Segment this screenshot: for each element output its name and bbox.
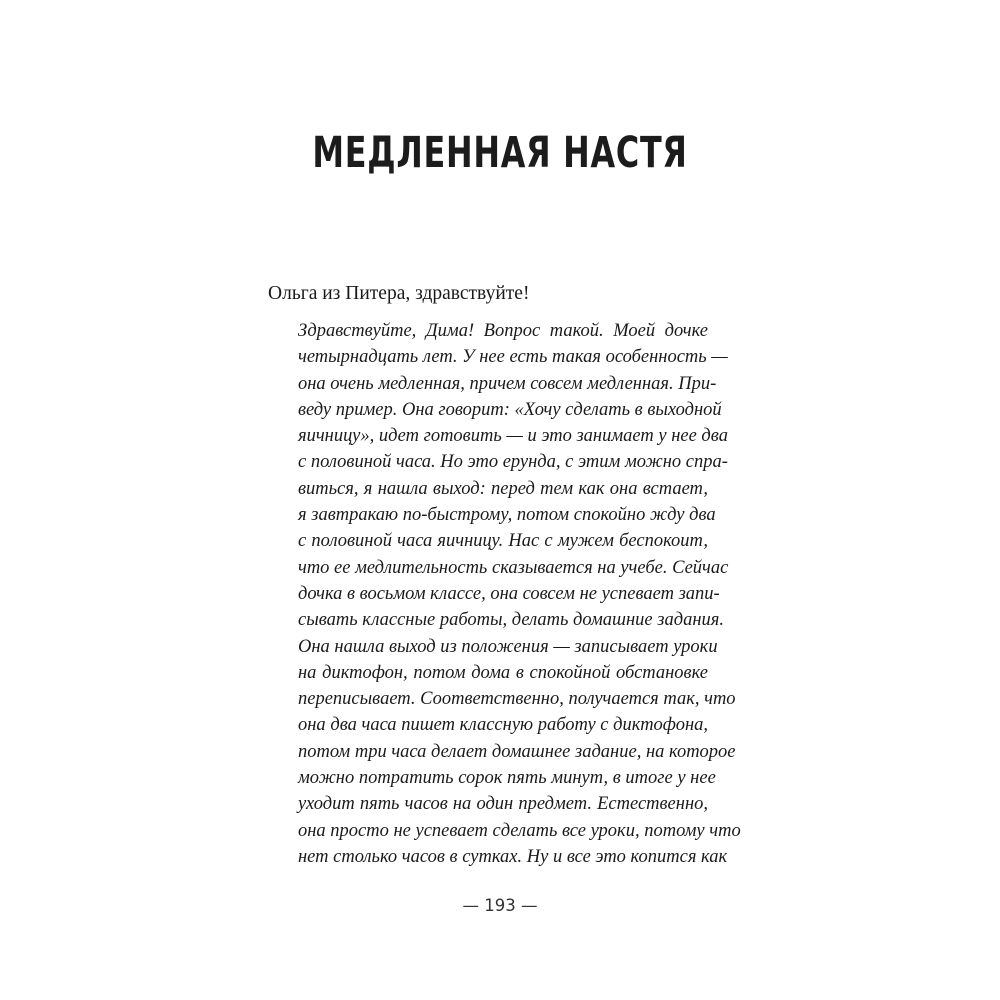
letter-line: потом три часа делает домашнее задание, на которое bbox=[298, 741, 736, 762]
letter-line: четырнадцать лет. У нее есть такая особенность — bbox=[298, 347, 728, 368]
letter-line: дочка в восьмом классе, она совсем не успевает запи- bbox=[298, 583, 720, 604]
letter-line: Здравствуйте, Дима! Вопрос такой. Моей дочке bbox=[298, 321, 708, 341]
letter-line: она два часа пишет классную работу с диктофона, bbox=[298, 715, 708, 736]
letter-line: с половиной часа. Но это ерунда, с этим можно спра- bbox=[298, 452, 728, 473]
letter-line: веду пример. Она говорит: «Хочу сделать в выходной bbox=[298, 399, 722, 420]
letter-line: уходит пять часов на один предмет. Естественно, bbox=[298, 794, 708, 815]
letter-line: сывать классные работы, делать домашние задания. bbox=[298, 610, 724, 631]
greeting-line: Ольга из Питера, здравствуйте! bbox=[268, 283, 530, 304]
letter-line: яичницу», идет готовить — и это занимает у нее два bbox=[298, 426, 728, 447]
letter-body bbox=[298, 318, 741, 870]
letter-line: я завтракаю по-быстрому, потом спокойно жду два bbox=[298, 505, 716, 526]
letter-line: она очень медленная, причем совсем медленная. При- bbox=[298, 373, 717, 394]
chapter-title: МЕДЛЕННАЯ НАСТЯ bbox=[312, 128, 688, 178]
letter-line: что ее медлительность сказывается на учебе. Сейчас bbox=[298, 557, 729, 578]
letter-line: виться, я нашла выход: перед тем как она встает, bbox=[298, 478, 708, 499]
letter-line: с половиной часа яичницу. Нас с мужем беспокоит, bbox=[298, 531, 708, 552]
letter-line: переписывает. Соответственно, получается так, что bbox=[298, 689, 736, 710]
page-number: — 193 — bbox=[462, 896, 538, 915]
letter-line: можно потратить сорок пять минут, в итоге у нее bbox=[298, 768, 716, 789]
letter-line: Она нашла выход из положения — записывает уроки bbox=[298, 636, 718, 657]
letter-line: на диктофон, потом дома в спокойной обстановке bbox=[298, 662, 708, 683]
letter-line: нет столько часов в сутках. Ну и все это копится как bbox=[298, 846, 728, 867]
letter-line: она просто не успевает сделать все уроки, потому что bbox=[298, 820, 741, 841]
